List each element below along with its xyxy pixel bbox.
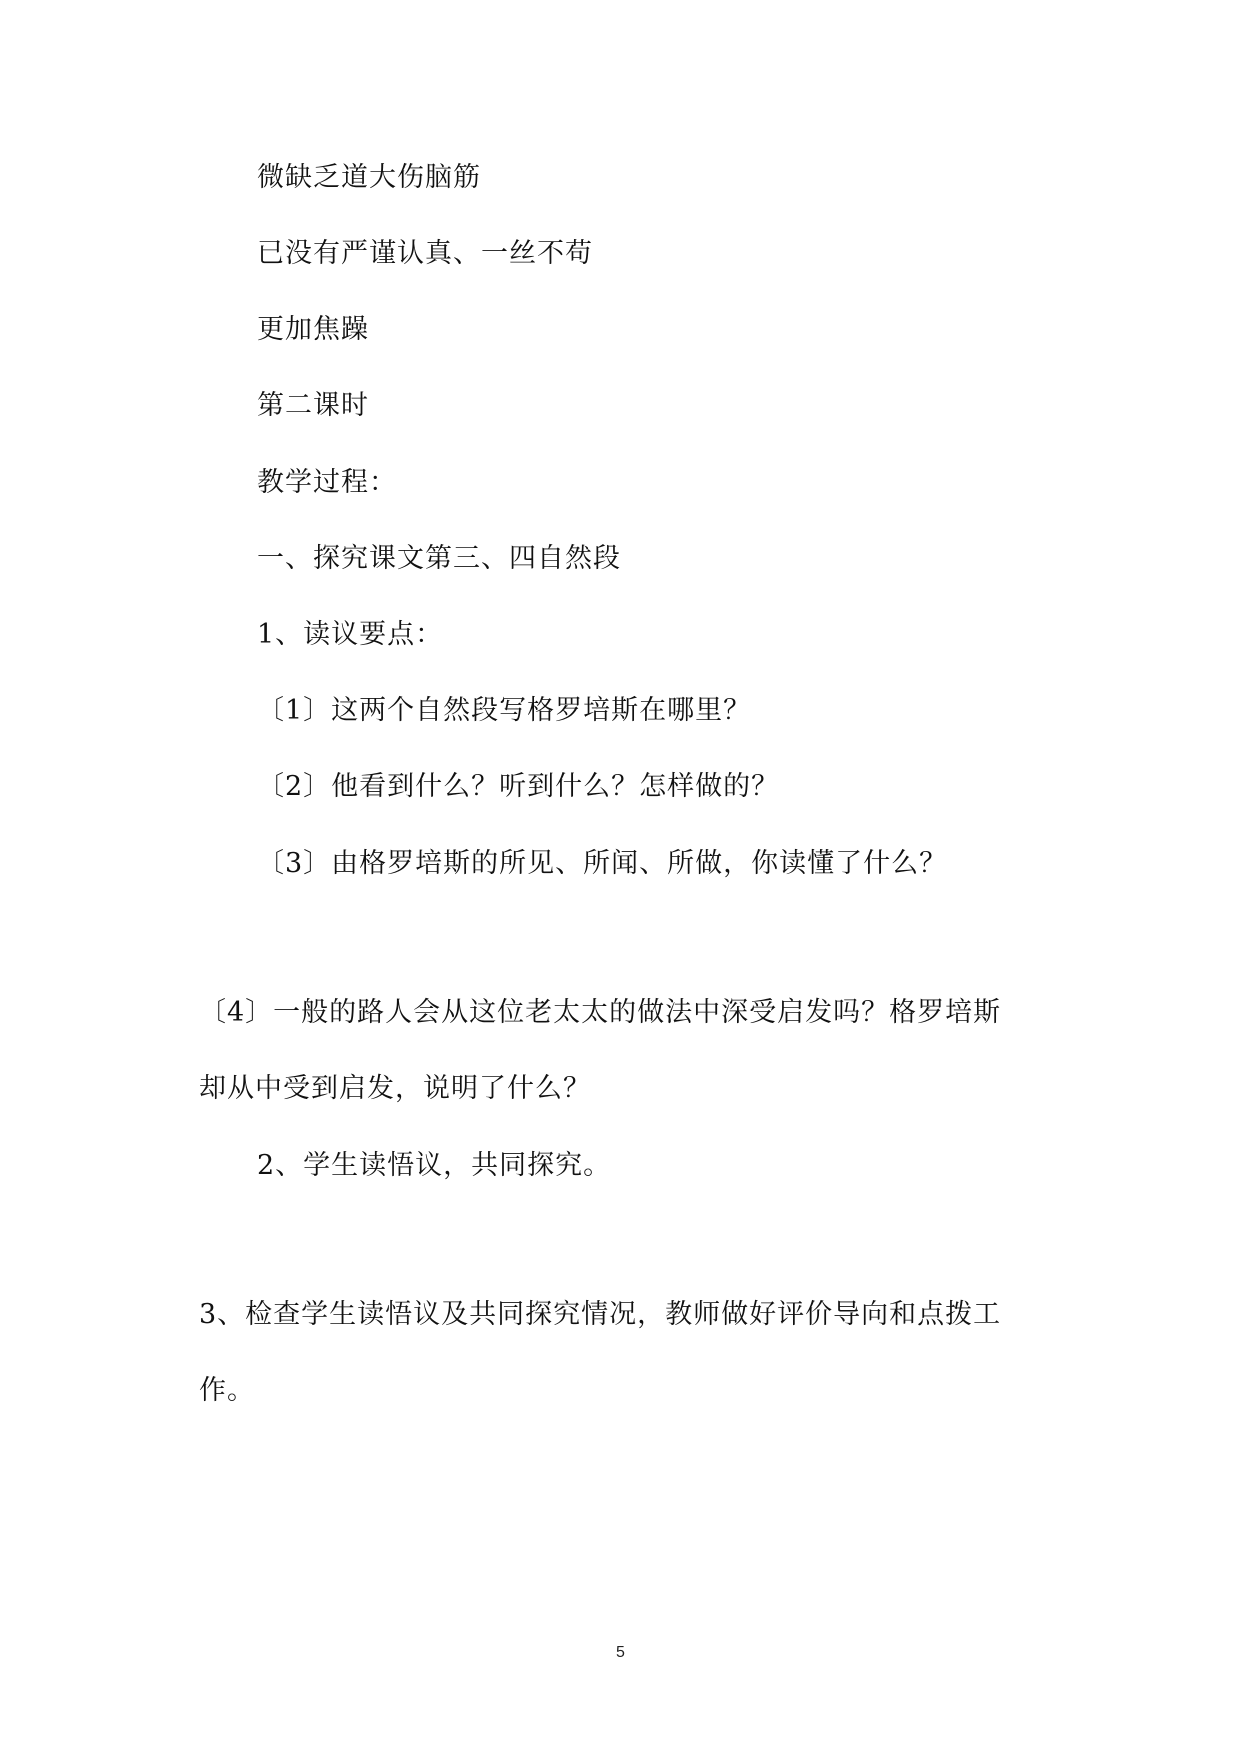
text-line-3: 更加焦躁 bbox=[257, 314, 369, 345]
process-heading: 教学过程： bbox=[257, 467, 397, 498]
question-1: 〔1〕这两个自然段写格罗培斯在哪里？ bbox=[257, 695, 752, 726]
question-4-line-2: 却从中受到启发，说明了什么？ bbox=[199, 1073, 591, 1104]
text-line-1: 微缺乏道大伤脑筋 bbox=[257, 162, 481, 193]
step-3-line-1: 3、检查学生读悟议及共同探究情况，教师做好评价导向和点拨工 bbox=[199, 1299, 1002, 1330]
question-2: 〔2〕他看到什么？听到什么？怎样做的？ bbox=[257, 771, 780, 802]
step-2: 2、学生读悟议，共同探究。 bbox=[257, 1150, 612, 1181]
lesson-heading: 第二课时 bbox=[257, 390, 369, 421]
section-heading-1: 一、探究课文第三、四自然段 bbox=[257, 543, 621, 574]
text-line-2: 已没有严谨认真、一丝不苟 bbox=[257, 238, 593, 269]
reading-points-heading: 1、读议要点： bbox=[257, 619, 444, 650]
question-4-line-1: 〔4〕一般的路人会从这位老太太的做法中深受启发吗？格罗培斯 bbox=[199, 997, 1002, 1028]
page-number: 5 bbox=[616, 1644, 625, 1661]
step-3-line-2: 作。 bbox=[199, 1375, 255, 1406]
question-3: 〔3〕由格罗培斯的所见、所闻、所做，你读懂了什么？ bbox=[257, 848, 948, 879]
